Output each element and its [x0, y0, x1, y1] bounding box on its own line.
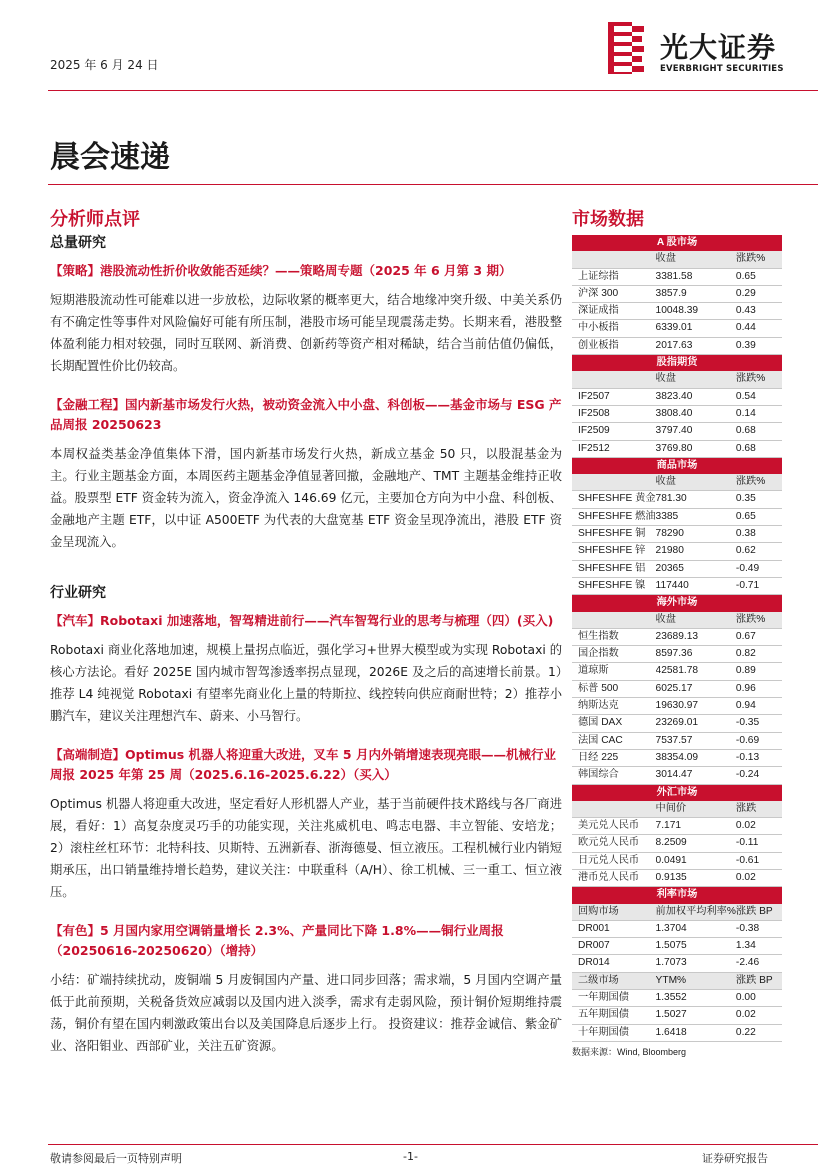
- market-row: [572, 628, 782, 645]
- market-row: [572, 818, 782, 835]
- market-value: 20365: [656, 560, 736, 577]
- market-value: 8.2509: [656, 835, 736, 852]
- market-column-header-row: [572, 251, 782, 268]
- market-value: 0.0491: [656, 852, 736, 869]
- market-instrument: 五年期国债: [572, 1007, 656, 1024]
- market-column-header: 回购市场: [572, 904, 656, 921]
- market-row: [572, 508, 782, 525]
- article-title: 【有色】5 月国内家用空调销量增长 2.3%、产量同比下降 1.8%——铜行业周报（20250616-20250620）（增持）: [50, 923, 504, 958]
- market-column-header: 收盘: [656, 251, 736, 268]
- market-instrument: DR007: [572, 938, 656, 955]
- market-value: 0.9135: [656, 869, 736, 886]
- market-row: [572, 526, 782, 543]
- macro-research-heading: 总量研究: [50, 235, 106, 251]
- brand-logo: [608, 22, 808, 82]
- article-quant: [50, 395, 562, 553]
- market-value: 3769.80: [656, 440, 736, 457]
- article-title: 【高端制造】Optimus 机器人将迎重大改进，叉车 5 月内外销增速表现亮眼——机械行业周报 2025 年第 25 周（2025.6.16-2025.6.22）（买入）: [50, 747, 556, 782]
- market-band-label: A 股市场: [572, 235, 782, 251]
- market-value: 6339.01: [656, 320, 736, 337]
- market-row: [572, 560, 782, 577]
- market-value: 3385: [656, 508, 736, 525]
- market-row: [572, 543, 782, 560]
- market-change: 0.68: [736, 440, 782, 457]
- article-body: 短期港股流动性可能难以进一步放松，边际收紧的概率更大，结合地缘冲突升级、中美关系仍有不确定性等事件对风险偏好可能有所压制，港股市场可能呈现震荡走势。长期来看，港股整体盈利能力相对较强，同时互联网、新消费、创新药等资产相对稀缺，结合当前估值仍偏低，长期配置性价比仍较高。: [50, 293, 562, 373]
- market-value: 6025.17: [656, 680, 736, 697]
- market-instrument: 纳斯达克: [572, 698, 656, 715]
- market-row: [572, 320, 782, 337]
- market-value: 3823.40: [656, 388, 736, 405]
- brand-name-cn: 光大证券: [660, 31, 777, 64]
- market-instrument: SHFESHFE 铝: [572, 560, 656, 577]
- market-value: 781.30: [656, 491, 736, 508]
- footer-disclaimer: 敬请参阅最后一页特别声明: [50, 1152, 182, 1165]
- market-instrument: 德国 DAX: [572, 715, 656, 732]
- market-column-header-row: [572, 972, 782, 989]
- market-value: 38354.09: [656, 749, 736, 766]
- market-value: 3797.40: [656, 423, 736, 440]
- market-value: 10048.39: [656, 303, 736, 320]
- market-band-row: [572, 595, 782, 612]
- article-metals: [50, 921, 562, 1057]
- market-row: [572, 1007, 782, 1024]
- market-value: 42581.78: [656, 663, 736, 680]
- market-column-header: [572, 474, 656, 491]
- market-change: -0.71: [736, 577, 782, 594]
- market-column-header: 中间价: [656, 801, 736, 818]
- market-column-header-row: [572, 904, 782, 921]
- market-instrument: DR014: [572, 955, 656, 972]
- market-column-header: 收盘: [656, 371, 736, 388]
- market-change: -0.38: [736, 920, 782, 937]
- market-row: [572, 767, 782, 784]
- market-value: 7537.57: [656, 732, 736, 749]
- market-value: 2017.63: [656, 337, 736, 354]
- market-row: [572, 1024, 782, 1041]
- article-machinery: [50, 745, 562, 903]
- article-body: Optimus 机器人将迎重大改进，坚定看好人形机器人产业，基于当前硬件技术路线与各厂商进展，看好：1）高复杂度灵巧手的功能实现，关注兆威机电、鸣志电器、丰立智能、安培龙；2）滚柱丝杠环节：北特科技、贝斯特、五洲新春、浙海德曼、恒立液压。工程机械行业内销短期承压，出口销量维持增长趋势，建议关注：中联重科（A/H）、徐工机械、三一重工、恒立液压。: [50, 797, 562, 899]
- article-body: 小结：矿端持续扰动，废铜端 5 月废铜国内产量、进口同步回落；需求端，5 月国内空调产量低于此前预期，关税备货效应减弱以及国内进入淡季，需求有走弱风险，预计铜价短期维持震荡，铜价有望在国内刺激政策出台以及美国降息后逐步上行。 投资建议：推荐金诚信、紫金矿业、洛阳钼业、西部矿业，关注五矿资源。: [50, 973, 562, 1053]
- market-change: -0.49: [736, 560, 782, 577]
- market-band-label: 外汇市场: [572, 784, 782, 801]
- article-auto: [50, 611, 562, 727]
- market-change: 1.34: [736, 938, 782, 955]
- market-change: -0.11: [736, 835, 782, 852]
- market-column-header: [572, 801, 656, 818]
- analyst-column: [50, 205, 562, 1057]
- market-instrument: 恒生指数: [572, 628, 656, 645]
- market-change: 0.22: [736, 1024, 782, 1041]
- market-value: 3014.47: [656, 767, 736, 784]
- market-instrument: 沪深 300: [572, 285, 656, 302]
- market-value: 3381.58: [656, 268, 736, 285]
- market-column-header: [572, 251, 656, 268]
- market-column-header: 收盘: [656, 474, 736, 491]
- market-instrument: 十年期国债: [572, 1024, 656, 1041]
- market-value: 23689.13: [656, 628, 736, 645]
- market-instrument: 标普 500: [572, 680, 656, 697]
- market-column-header: 二级市场: [572, 972, 656, 989]
- market-instrument: IF2507: [572, 388, 656, 405]
- article-title: 【策略】港股流动性折价收敛能否延续？——策略周专题（2025 年 6 月第 3 期）: [50, 263, 512, 278]
- brand-name-en: EVERBRIGHT SECURITIES: [660, 64, 784, 74]
- market-row: [572, 920, 782, 937]
- market-value: 19630.97: [656, 698, 736, 715]
- market-row: [572, 663, 782, 680]
- market-change: 0.14: [736, 405, 782, 422]
- market-column-header: 收盘: [656, 612, 736, 629]
- market-value: 21980: [656, 543, 736, 560]
- market-change: 0.02: [736, 869, 782, 886]
- industry-research-heading: 行业研究: [50, 585, 106, 601]
- market-instrument: SHFESHFE 镍: [572, 577, 656, 594]
- market-row: [572, 405, 782, 422]
- market-column-header: 前加权平均利率%: [656, 904, 736, 921]
- market-value: 7.171: [656, 818, 736, 835]
- market-row: [572, 577, 782, 594]
- market-instrument: 创业板指: [572, 337, 656, 354]
- market-band-label: 海外市场: [572, 595, 782, 612]
- market-column-header: 涨跌%: [736, 612, 782, 629]
- market-instrument: 法国 CAC: [572, 732, 656, 749]
- market-value: 1.3704: [656, 920, 736, 937]
- market-change: 0.02: [736, 818, 782, 835]
- market-value: 8597.36: [656, 646, 736, 663]
- market-value: 3808.40: [656, 405, 736, 422]
- market-column-header: 涨跌 BP: [736, 904, 782, 921]
- market-row: [572, 749, 782, 766]
- market-column-header: 涨跌%: [736, 251, 782, 268]
- market-row: [572, 491, 782, 508]
- market-band-row: [572, 355, 782, 372]
- market-change: 0.44: [736, 320, 782, 337]
- market-column-header: [572, 371, 656, 388]
- market-change: 0.96: [736, 680, 782, 697]
- market-change: 0.67: [736, 628, 782, 645]
- market-change: -0.24: [736, 767, 782, 784]
- market-band-row: [572, 784, 782, 801]
- market-instrument: IF2509: [572, 423, 656, 440]
- market-band-row: [572, 457, 782, 474]
- market-row: [572, 285, 782, 302]
- market-instrument: 道琼斯: [572, 663, 656, 680]
- market-change: 0.38: [736, 526, 782, 543]
- market-instrument: 日经 225: [572, 749, 656, 766]
- market-row: [572, 388, 782, 405]
- market-band-label: 商品市场: [572, 457, 782, 474]
- market-instrument: 日元兑人民币: [572, 852, 656, 869]
- market-instrument: SHFESHFE 燃油: [572, 508, 656, 525]
- market-change: -0.61: [736, 852, 782, 869]
- market-band-label: 利率市场: [572, 887, 782, 904]
- everbright-logo-icon: [608, 22, 648, 74]
- market-change: -0.69: [736, 732, 782, 749]
- title-divider: [48, 184, 818, 185]
- market-change: 0.35: [736, 491, 782, 508]
- market-row: [572, 303, 782, 320]
- market-column-header: YTM%: [656, 972, 736, 989]
- market-row: [572, 990, 782, 1007]
- market-column-header: 涨跌%: [736, 474, 782, 491]
- market-column-header-row: [572, 801, 782, 818]
- market-instrument: SHFESHFE 锌: [572, 543, 656, 560]
- market-instrument: 一年期国债: [572, 990, 656, 1007]
- market-instrument: IF2512: [572, 440, 656, 457]
- market-value: 1.5075: [656, 938, 736, 955]
- market-instrument: 港币兑人民币: [572, 869, 656, 886]
- market-row: [572, 646, 782, 663]
- market-band-label: 股指期货: [572, 355, 782, 372]
- market-column-header-row: [572, 474, 782, 491]
- market-row: [572, 423, 782, 440]
- article-body: 本周权益类基金净值集体下滑，国内新基市场发行火热，新成立基金 50 只，以股混基金为主。行业主题基金方面，本周医药主题基金净值显著回撤，金融地产、TMT 主题基金维持正收益。股票型 ETF 资金转为流入，资金净流入 146.69 亿元，主要加仓方向为中小盘、科创板、金融地产主题 ETF，以中证 A500ETF 为代表的大盘宽基 ETF 资金呈现净流出，港股 ETF 资金呈现流入。: [50, 447, 562, 549]
- market-band-row: [572, 887, 782, 904]
- market-value: 1.5027: [656, 1007, 736, 1024]
- market-row: [572, 852, 782, 869]
- report-date: 2025 年 6 月 24 日: [50, 58, 159, 72]
- market-instrument: 国企指数: [572, 646, 656, 663]
- page-number: -1-: [403, 1150, 418, 1163]
- market-instrument: 美元兑人民币: [572, 818, 656, 835]
- market-column-header: 涨跌 BP: [736, 972, 782, 989]
- market-column: [572, 205, 782, 1058]
- market-instrument: 深证成指: [572, 303, 656, 320]
- page-title: 晨会速递: [50, 140, 170, 175]
- market-instrument: 欧元兑人民币: [572, 835, 656, 852]
- market-value: 3857.9: [656, 285, 736, 302]
- market-instrument: SHFESHFE 铜: [572, 526, 656, 543]
- article-body: Robotaxi 商业化落地加速，规模上量拐点临近，强化学习+世界大模型或为实现 Robotaxi 的核心方法论。看好 2025E 国内城市智驾渗透率拐点显现，2026E 及之后的高速增长前景。1）推荐 L4 纯视觉 Robotaxi 有望率先商业化上量的特斯拉、线控转向供应商耐世特；2）推荐小鹏汽车，建议关注理想汽车、蔚来、小马智行。: [50, 643, 562, 723]
- market-change: 0.02: [736, 1007, 782, 1024]
- market-value: 1.6418: [656, 1024, 736, 1041]
- market-value: 1.3552: [656, 990, 736, 1007]
- market-column-header: [572, 612, 656, 629]
- market-value: 117440: [656, 577, 736, 594]
- market-change: 0.62: [736, 543, 782, 560]
- market-change: 0.89: [736, 663, 782, 680]
- market-change: 0.82: [736, 646, 782, 663]
- market-row: [572, 835, 782, 852]
- market-column-header-row: [572, 371, 782, 388]
- market-row: [572, 268, 782, 285]
- market-row: [572, 732, 782, 749]
- market-value: 1.7073: [656, 955, 736, 972]
- analyst-heading: 分析师点评: [50, 209, 140, 230]
- market-row: [572, 869, 782, 886]
- market-data-table: [572, 235, 782, 1042]
- market-row: [572, 680, 782, 697]
- market-column-header: 涨跌%: [736, 371, 782, 388]
- market-change: -0.35: [736, 715, 782, 732]
- market-change: 0.65: [736, 268, 782, 285]
- market-instrument: 上证综指: [572, 268, 656, 285]
- footer-report-type: 证券研究报告: [702, 1152, 768, 1165]
- market-change: 0.00: [736, 990, 782, 1007]
- market-change: 0.94: [736, 698, 782, 715]
- market-change: 0.65: [736, 508, 782, 525]
- market-value: 78290: [656, 526, 736, 543]
- market-change: 0.54: [736, 388, 782, 405]
- market-change: 0.39: [736, 337, 782, 354]
- market-row: [572, 938, 782, 955]
- market-column-header-row: [572, 612, 782, 629]
- market-change: 0.43: [736, 303, 782, 320]
- market-row: [572, 715, 782, 732]
- market-change: -0.13: [736, 749, 782, 766]
- market-column-header: 涨跌: [736, 801, 782, 818]
- market-value: 23269.01: [656, 715, 736, 732]
- article-strategy: [50, 261, 562, 377]
- market-instrument: SHFESHFE 黄金: [572, 491, 656, 508]
- market-instrument: DR001: [572, 920, 656, 937]
- market-row: [572, 698, 782, 715]
- market-band-row: [572, 235, 782, 251]
- market-change: -2.46: [736, 955, 782, 972]
- market-instrument: 韩国综合: [572, 767, 656, 784]
- market-row: [572, 955, 782, 972]
- footer-divider: [48, 1144, 818, 1145]
- market-row: [572, 337, 782, 354]
- market-change: 0.29: [736, 285, 782, 302]
- article-title: 【汽车】Robotaxi 加速落地，智驾精进前行——汽车智驾行业的思考与梳理（四）(买入): [50, 613, 554, 628]
- header-divider: [48, 90, 818, 91]
- market-instrument: 中小板指: [572, 320, 656, 337]
- market-change: 0.68: [736, 423, 782, 440]
- data-source: 数据来源：Wind, Bloomberg: [572, 1046, 687, 1057]
- market-heading: 市场数据: [572, 209, 644, 230]
- article-title: 【金融工程】国内新基市场发行火热，被动资金流入中小盘、科创板——基金市场与 ESG 产品周报 20250623: [50, 397, 562, 432]
- market-row: [572, 440, 782, 457]
- market-instrument: IF2508: [572, 405, 656, 422]
